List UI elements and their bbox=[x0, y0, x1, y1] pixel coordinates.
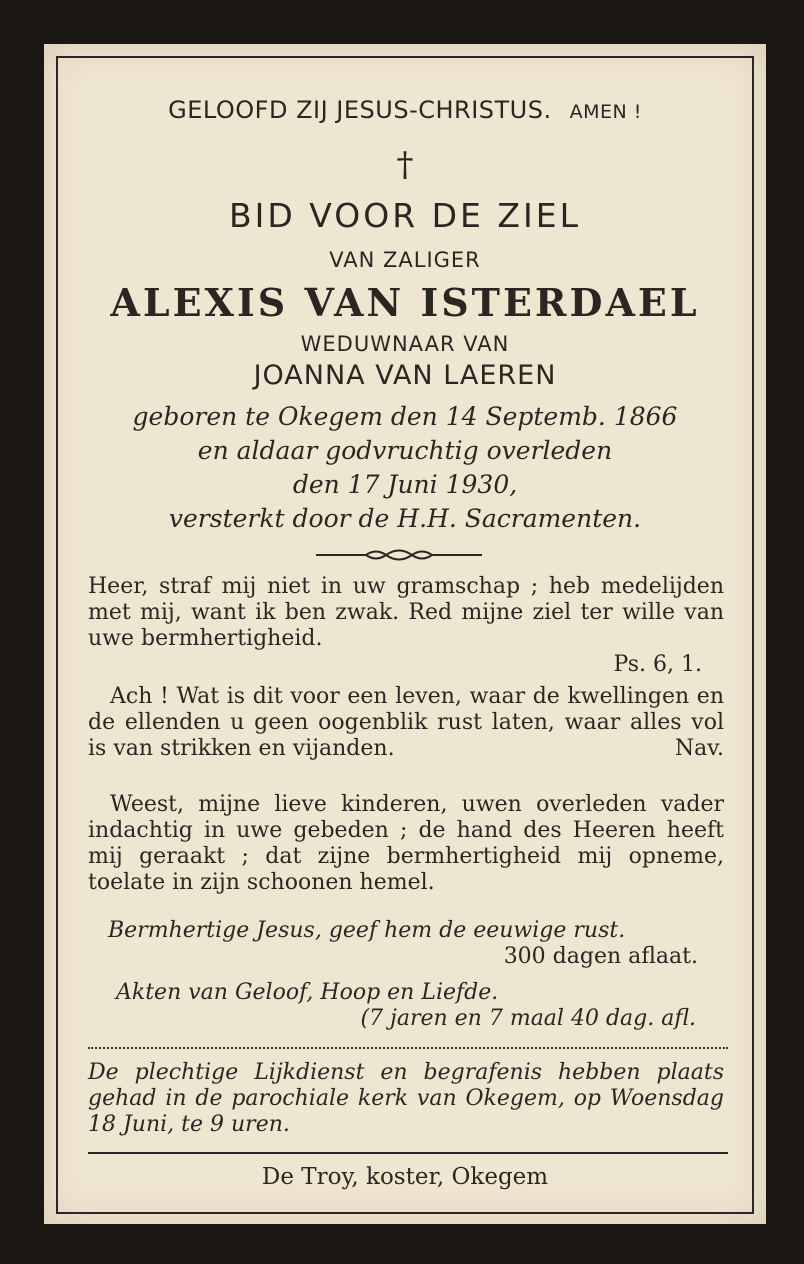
indulgence-prayer: Bermhertige Jesus, geef hem de eeuwige rust. bbox=[108, 918, 626, 943]
bio-line: en aldaar godvruchtig overleden bbox=[197, 436, 613, 465]
deceased-name: ALEXIS VAN ISTERDAEL bbox=[110, 280, 700, 325]
solid-divider bbox=[88, 1152, 728, 1154]
nav-text: Ach ! Wat is dit voor een leven, waar de kwellingen en de ellenden u geen oogenblik rust laten, waar alles vol is van strikken en vijanden. bbox=[88, 684, 724, 761]
header-amen: AMEN ! bbox=[569, 101, 642, 123]
card-title: BID VOOR DE ZIEL bbox=[229, 196, 581, 235]
memorial-card bbox=[44, 44, 766, 1224]
spouse-name: JOANNA VAN LAEREN bbox=[253, 360, 557, 391]
bio-line: den 17 Juni 1930, bbox=[292, 470, 518, 499]
cross-icon: † bbox=[396, 145, 414, 185]
header-text: GELOOFD ZIJ JESUS-CHRISTUS. bbox=[168, 96, 552, 124]
biography bbox=[44, 400, 766, 536]
indulgence-acts-detail: (7 jaren en 7 maal 40 dag. afl. bbox=[360, 1006, 696, 1031]
indulgence-days: 300 dagen aflaat. bbox=[503, 944, 698, 969]
ornament-divider bbox=[314, 544, 484, 566]
bio-line: geboren te Okegem den 14 Septemb. 1866 bbox=[132, 402, 678, 431]
psalm-quote: Heer, straf mij niet in uw gramschap ; heb medelijden met mij, want ik ben zwak. Red mijne ziel ter wille van uwe bermhertigheid. bbox=[88, 574, 724, 651]
indulgence-acts: Akten van Geloof, Hoop en Liefde. bbox=[116, 980, 499, 1005]
header-line bbox=[44, 96, 766, 124]
dotted-divider bbox=[88, 1047, 728, 1049]
widower-label: WEDUWNAAR VAN bbox=[300, 332, 510, 356]
card-subtitle: VAN ZALIGER bbox=[329, 248, 481, 272]
children-exhortation: Weest, mijne lieve kinderen, uwen overleden vader indachtig in uwe gebeden ; de hand des Heeren heeft mij geraakt ; dat zijne bermhertigheid mij opneme, toelate in zijn schoonen hemel. bbox=[88, 792, 724, 895]
nav-reference: Nav. bbox=[674, 736, 724, 761]
printer-line: De Troy, koster, Okegem bbox=[261, 1164, 549, 1190]
psalm-reference: Ps. 6, 1. bbox=[613, 652, 702, 677]
imitation-quote bbox=[88, 684, 724, 762]
bio-line: versterkt door de H.H. Sacramenten. bbox=[168, 504, 642, 533]
funeral-notice: De plechtige Lijkdienst en begrafenis hebben plaats gehad in de parochiale kerk van Okegem, op Woensdag 18 Juni, te 9 uren. bbox=[88, 1060, 724, 1137]
